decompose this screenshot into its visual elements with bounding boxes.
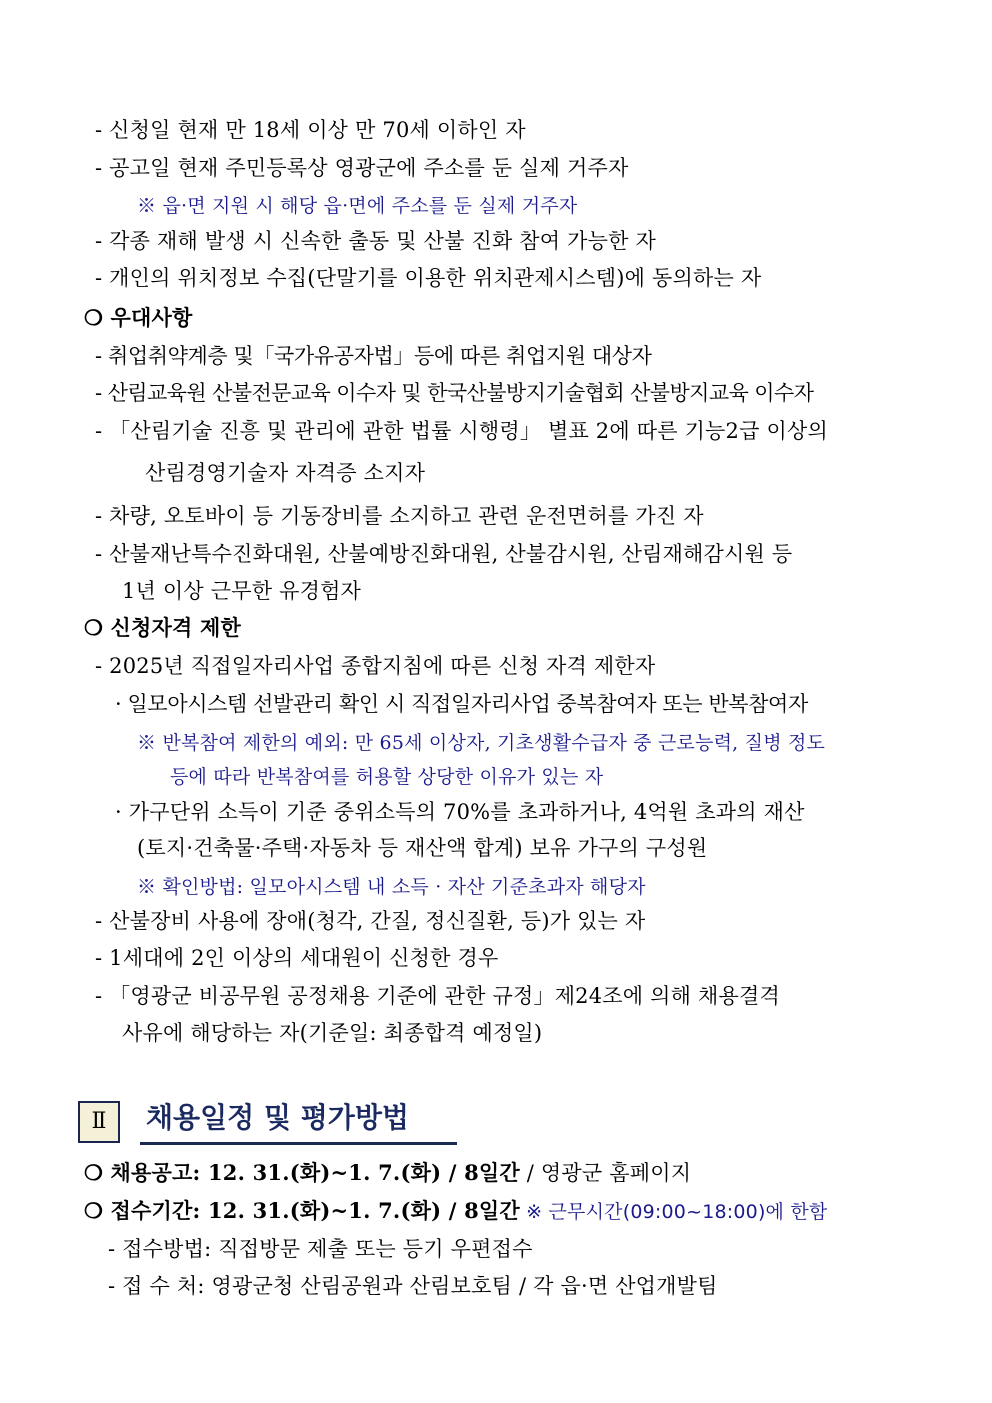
schedule-announcement: [84, 1160, 691, 1186]
text-line: - 「산림기술 진흥 및 관리에 관한 법률 시행령」 별표 2에 따른 기능2급 이상의: [95, 419, 828, 443]
text-line: - 각종 재해 발생 시 신속한 출동 및 산불 진화 참여 가능한 자: [95, 229, 656, 253]
text-line: - 차량, 오토바이 등 기동장비를 소지하고 관련 운전면허를 가진 자: [95, 504, 704, 528]
text-line: - 「영광군 비공무원 공정채용 기준에 관한 규정」제24조에 의해 채용결격: [95, 984, 780, 1008]
text-line: 사유에 해당하는 자(기준일: 최종합격 예정일): [122, 1021, 543, 1045]
schedule-label: ❍ 채용공고:: [84, 1160, 208, 1185]
note-line: 등에 따라 반복참여를 허용할 상당한 이유가 있는 자: [170, 766, 604, 788]
text-line: - 산불장비 사용에 장애(청각, 간질, 정신질환, 등)가 있는 자: [95, 909, 646, 933]
text-line: · 가구단위 소득이 기준 중위소득의 70%를 초과하거나, 4억원 초과의 재산: [115, 800, 805, 824]
schedule-note: ※ 근무시간(09:00~18:00)에 한함: [519, 1201, 828, 1223]
text-line: - 접수방법: 직접방문 제출 또는 등기 우편접수: [108, 1237, 533, 1261]
schedule-reception: [84, 1198, 827, 1225]
text-line: 산림경영기술자 자격증 소지자: [145, 461, 426, 485]
text-line: · 일모아시스템 선발관리 확인 시 직접일자리사업 중복참여자 또는 반복참여자: [115, 692, 808, 716]
section-underline: [140, 1142, 457, 1145]
section-title: 채용일정 및 평가방법: [146, 1101, 409, 1134]
note-line: ※ 반복참여 제한의 예외: 만 65세 이상자, 기초생활수급자 중 근로능력, 질병 정도: [137, 732, 826, 754]
schedule-detail: / 영광군 홈페이지: [519, 1161, 692, 1185]
text-line: 1년 이상 근무한 유경험자: [122, 579, 362, 603]
heading-restriction: ❍ 신청자격 제한: [84, 615, 241, 640]
text-line: - 취업취약계층 및「국가유공자법」등에 따른 취업지원 대상자: [95, 344, 652, 368]
text-line: - 산림교육원 산불전문교육 이수자 및 한국산불방지기술협회 산불방지교육 이수자: [95, 381, 814, 405]
schedule-period: 12. 31.(화)~1. 7.(화) / 8일간: [207, 1160, 520, 1185]
note-line: ※ 확인방법: 일모아시스템 내 소득 · 자산 기준초과자 해당자: [137, 876, 646, 898]
schedule-label: ❍ 접수기간:: [84, 1198, 208, 1223]
text-line: - 2025년 직접일자리사업 종합지침에 따른 신청 자격 제한자: [95, 654, 656, 678]
text-line: - 산불재난특수진화대원, 산불예방진화대원, 산불감시원, 산림재해감시원 등: [95, 542, 793, 566]
text-line: (토지·건축물·주택·자동차 등 재산액 합계) 보유 가구의 구성원: [137, 836, 708, 860]
text-line: - 접 수 처: 영광군청 산림공원과 산림보호팀 / 각 읍·면 산업개발팀: [108, 1274, 718, 1298]
schedule-period: 12. 31.(화)~1. 7.(화) / 8일간: [207, 1198, 520, 1223]
section-number-box: Ⅱ: [78, 1101, 120, 1143]
text-line: - 공고일 현재 주민등록상 영광군에 주소를 둔 실제 거주자: [95, 156, 629, 180]
note-line: ※ 읍·면 지원 시 해당 읍·면에 주소를 둔 실제 거주자: [137, 195, 578, 217]
text-line: - 개인의 위치정보 수집(단말기를 이용한 위치관제시스템)에 동의하는 자: [95, 266, 762, 290]
heading-preference: ❍ 우대사항: [84, 305, 193, 330]
text-line: - 1세대에 2인 이상의 세대원이 신청한 경우: [95, 946, 499, 970]
text-line: - 신청일 현재 만 18세 이상 만 70세 이하인 자: [95, 118, 526, 142]
